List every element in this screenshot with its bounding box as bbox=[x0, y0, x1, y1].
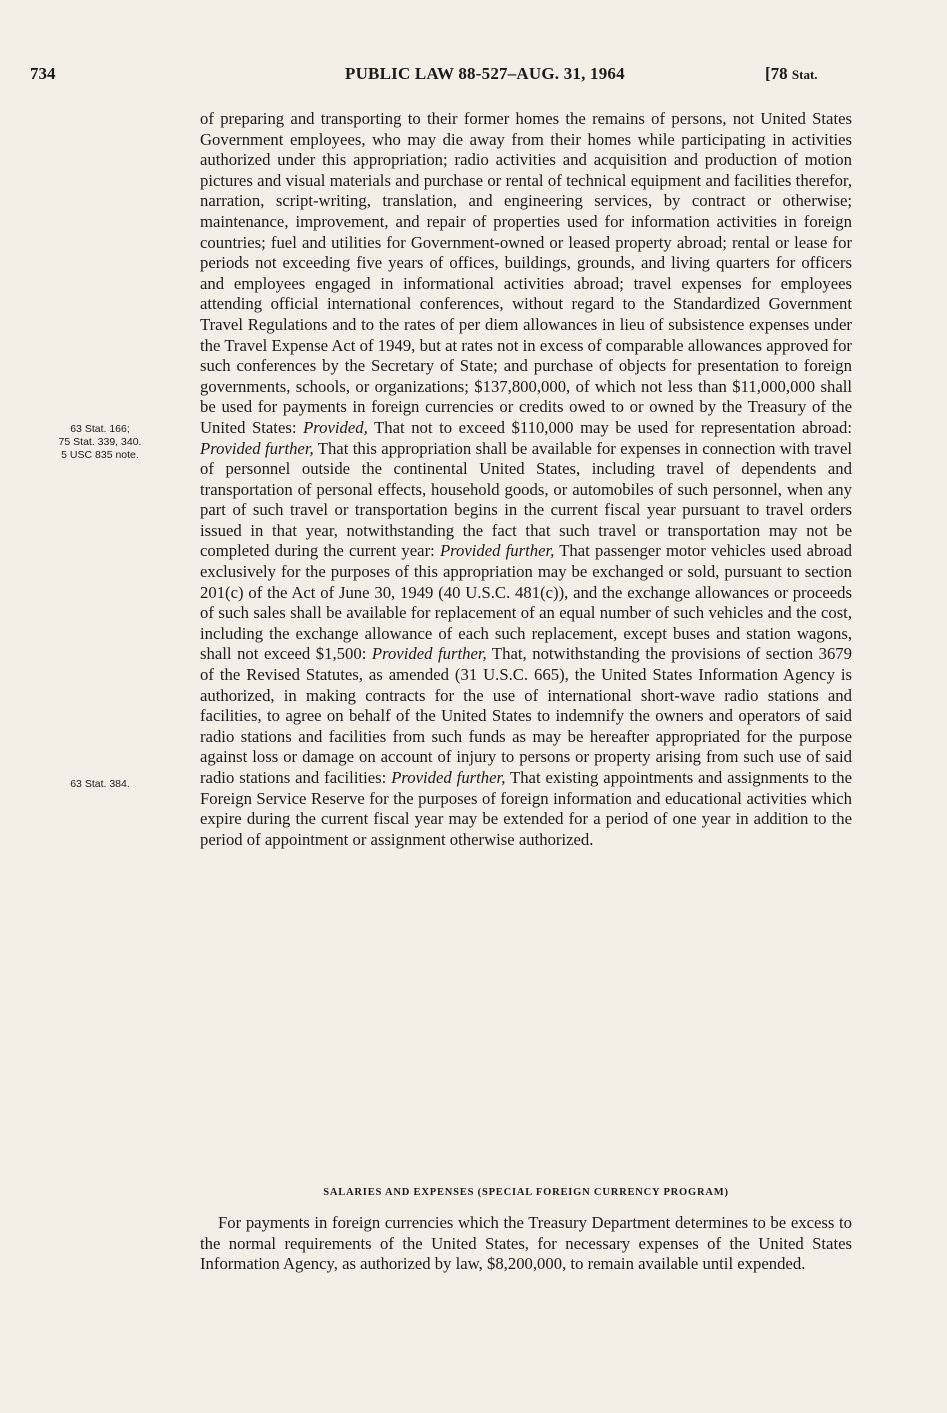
page-number: 734 bbox=[30, 64, 56, 83]
margin-note-2: 63 Stat. 384. bbox=[70, 778, 130, 790]
section-heading: SALARIES AND EXPENSES (SPECIAL FOREIGN CURRENCY PROGRAM) bbox=[323, 1187, 729, 1198]
margin-note-1: 63 Stat. 166; 75 Stat. 339, 340. 5 USC 835 note. bbox=[58, 423, 142, 461]
body-text: of preparing and transporting to their former homes the remains of persons, not United States Government employees, who may die away from their homes while participating in activities authorized under this appropriation; radio activities and acquisition and production of motion pictures and visual materials and purchase or rental of technical equipment and facilities therefor, narration, script-writing, translation, and engineering services, by contract or otherwise; maintenance, improvement, and repair of properties used for information activities in foreign countries; fuel and utilities for Government-owned or leased property abroad; rental or lease for periods not exceeding five years of offices, buildings, grounds, and living quarters for officers and employees engaged in informational activities abroad; travel expenses for employees attending official international conferences, without regard to the Standardized Government Travel Regulations and to the rates of per diem allowances in lieu of subsistence expenses under the Travel Expense Act of 1949, but at rates not in excess of comparable allowances approved for such conferences by the Secretary of State; and purchase of objects for presentation to foreign governments, schools, or organizations; $137,800,000, of which not less than $11,000,000 shall be used for payments in foreign currencies or credits owed to or owned by the Treasury of the United States: Provided, That not to exceed $110,000 may be used for representation abroad: Provided further, That this appropriation shall be available for expenses in connection with travel of personnel outside the continental United States, including travel of dependents and transportation of personal effects, household goods, or automobiles of such personnel, when any part of such travel or transportation begins in the current fiscal year pursuant to travel orders issued in that year, notwithstanding the fact that such travel or transportation may not be completed during the current year: Provided further, That passenger motor vehicles used abroad exclusively for the purposes of this appropriation may be exchanged or sold, pursuant to section 201(c) of the Act of June 30, 1949 (40 U.S.C. 481(c)), and the exchange allowances or proceeds of such sales shall be available for replacement of an equal number of such vehicles and the cost, including the exchange allowance of each such replacement, except buses and station wagons, shall not exceed $1,500: Provided further, That, notwithstanding the provisions of section 3679 of the Revised Statutes, as amended (31 U.S.C. 665), the United States Information Agency is authorized, in making contracts for the use of international short-wave radio stations and facilities, to agree on behalf of the United States to indemnify the owners and operators of said radio stations and facilities from such funds as may be hereafter appropriated for the purpose against loss or damage on account of injury to persons or property arising from such use of said radio stations and facilities: Provided further, That existing appointments and assignments to the Foreign Service Reserve for the purposes of foreign information and educational activities which expire during the current fiscal year may be extended for a period of one year in addition to the period of appointment or assignment otherwise authorized. bbox=[200, 109, 852, 849]
running-title: PUBLIC LAW 88-527–AUG. 31, 1964 bbox=[345, 64, 625, 83]
paragraph-salaries-expenses: For payments in foreign currencies which the Treasury Department determines to be excess to the normal requirements of the United States, for necessary expenses of the United States Information Agency, as authorized by law, $8,200,000, to remain available until expended. bbox=[200, 1213, 852, 1274]
statute-reference: [78 Stat. bbox=[765, 64, 818, 83]
